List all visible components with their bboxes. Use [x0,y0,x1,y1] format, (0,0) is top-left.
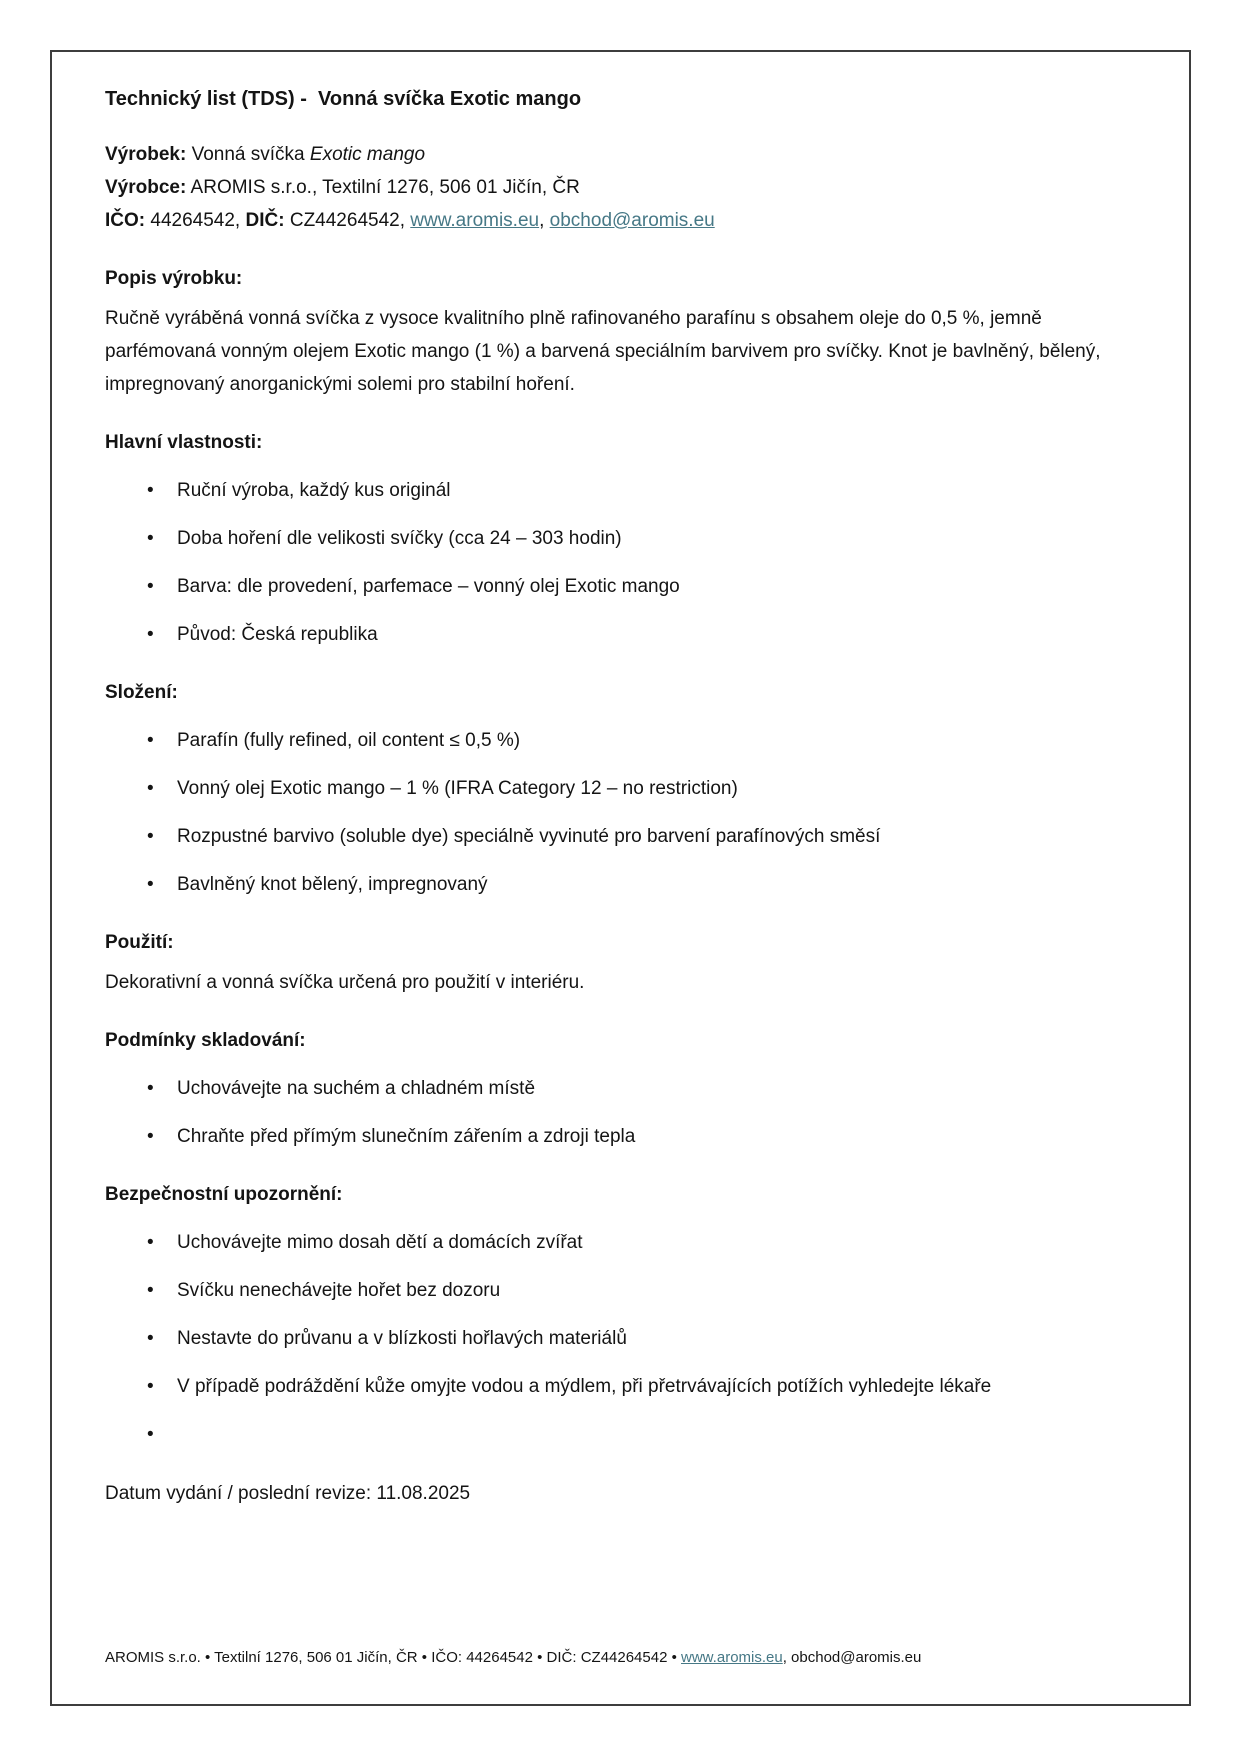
list-item: • Svíčku nenechávejte hořet bez dozoru [147,1274,1139,1307]
link-separator: , [539,210,550,231]
header-block [105,138,1139,237]
list-item: • Původ: Česká republika [147,618,1139,651]
section-heading-main-features: Hlavní vlastnosti: [105,432,263,453]
section-heading-description: Popis výrobku: [105,268,243,289]
list-item: • Doba hoření dle velikosti svíčky (cca 24 – 303 hodin) [147,522,1139,555]
usage-paragraph: Dekorativní a vonná svíčka určená pro použití v interiéru. [105,972,585,993]
main-features-list [105,474,1139,651]
list-item: • V případě podráždění kůže omyjte vodou a mýdlem, při přetrvávajících potížích vyhledejte lékaře [147,1370,1139,1403]
page-footer [105,1648,1141,1668]
manufacturer-value: AROMIS s.r.o., Textilní 1276, 506 01 Jičín, ČR [190,177,580,198]
list-item-empty [147,1418,1139,1451]
section-heading-storage: Podmínky skladování: [105,1030,306,1051]
list-item: • Ruční výroba, každý kus originál [147,474,1139,507]
document-page [50,50,1191,1706]
product-line [105,138,1139,171]
company-ids-line [105,204,1139,237]
footer-website-link[interactable]: www.aromis.eu [681,1649,783,1666]
manufacturer-label: Výrobce: [105,177,187,198]
dic-label: DIČ: [245,210,285,231]
footer-text: AROMIS s.r.o. • Textilní 1276, 506 01 Jičín, ČR • IČO: 44264542 • DIČ: CZ44264542 • [105,1649,682,1666]
product-label: Výrobek: [105,144,187,165]
section-heading-safety: Bezpečnostní upozornění: [105,1184,343,1205]
section-heading-composition: Složení: [105,682,178,703]
list-item: • Nestavte do průvanu a v blízkosti hořlavých materiálů [147,1322,1139,1355]
list-item: • Barva: dle provedení, parfemace – vonný olej Exotic mango [147,570,1139,603]
manufacturer-line [105,171,1139,204]
description-paragraph: Ručně vyráběná vonná svíčka z vysoce kvalitního plně rafinovaného parafínu s obsahem oleje do 0,5 %, jemně parfémovaná vonným olejem Exotic mango (1 %) a barvená speciálním barvivem pro svíčky. Knot je bavlněný, bělený, impregnovaný anorganickými solemi pro stabilní hoření. [105,308,1101,395]
composition-list [105,724,1139,901]
section-heading-usage: Použití: [105,932,174,953]
product-name: Exotic mango [309,144,426,165]
email-link[interactable]: obchod@aromis.eu [549,210,715,231]
storage-list [105,1072,1139,1153]
revision-date-line: Datum vydání / poslední revize: 11.08.2025 [105,1483,471,1504]
website-link[interactable]: www.aromis.eu [410,210,540,231]
list-item: • Uchovávejte mimo dosah dětí a domácích zvířat [147,1226,1139,1259]
ico-label: IČO: [105,210,146,231]
footer-email-text: , obchod@aromis.eu [782,1649,922,1666]
list-item: • Bavlněný knot bělený, impregnovaný [147,868,1139,901]
document-title: Technický list (TDS) - Vonná svíčka Exotic mango [105,88,582,110]
list-item: • Parafín (fully refined, oil content ≤ 0,5 %) [147,724,1139,757]
list-item: • Chraňte před přímým slunečním zářením a zdroji tepla [147,1120,1139,1153]
list-item: • Rozpustné barvivo (soluble dye) speciálně vyvinuté pro barvení parafínových směsí [147,820,1139,853]
list-item: • Uchovávejte na suchém a chladném místě [147,1072,1139,1105]
ico-value: 44264542, [150,210,241,231]
dic-value: CZ44264542, [289,210,405,231]
safety-list [105,1226,1139,1451]
list-item: • Vonný olej Exotic mango – 1 % (IFRA Category 12 – no restriction) [147,772,1139,805]
product-value: Vonná svíčka [191,144,305,165]
